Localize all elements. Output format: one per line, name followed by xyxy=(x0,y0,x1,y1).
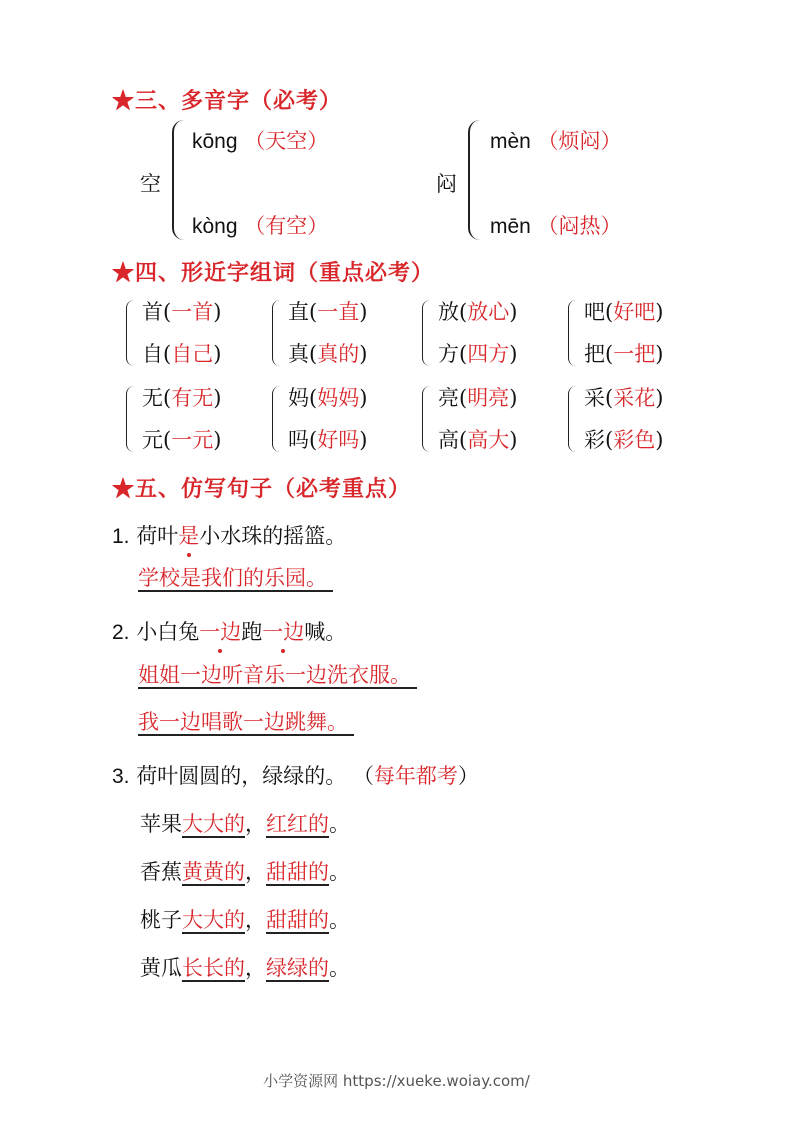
word: 一首 xyxy=(171,300,214,324)
punct: ， xyxy=(245,908,266,932)
answer-text: 大大的 xyxy=(182,812,245,838)
answer-text: 绿绿的 xyxy=(266,956,329,982)
example-word: （天空） xyxy=(244,129,329,153)
brace-icon xyxy=(172,120,188,240)
pinyin: mèn xyxy=(490,130,531,153)
sentence-part: 小白兔 xyxy=(136,620,200,644)
question-2 xyxy=(112,616,346,646)
word: 好吗 xyxy=(317,428,360,452)
word: 一直 xyxy=(317,300,360,324)
punct: 。 xyxy=(329,956,350,980)
word: 一元 xyxy=(171,428,214,452)
sentence-part: 小水珠的摇篮。 xyxy=(199,524,347,548)
paren: （ xyxy=(352,764,374,788)
brace-icon xyxy=(422,386,431,452)
reading-row xyxy=(490,210,622,240)
answer-line xyxy=(140,808,350,838)
char: 元 xyxy=(142,428,163,452)
reading-row xyxy=(490,125,622,155)
char: 采 xyxy=(584,386,605,410)
example-word: （有空） xyxy=(244,214,329,238)
emphasized-word: 是 xyxy=(178,520,199,550)
char: 放 xyxy=(438,300,459,324)
brace-icon xyxy=(126,386,135,452)
footer-watermark: 小学资源网 https://xueke.woiay.com/ xyxy=(263,1072,530,1090)
answer-text: 长长的 xyxy=(182,956,245,982)
brace-icon xyxy=(126,300,135,366)
char: 吧 xyxy=(584,300,605,324)
brace-icon xyxy=(468,120,484,240)
char: 方 xyxy=(438,342,459,366)
example-word: （闷热） xyxy=(537,214,622,238)
brace-icon xyxy=(422,300,431,366)
char: 真 xyxy=(288,342,309,366)
char: 把 xyxy=(584,342,605,366)
punct: ， xyxy=(245,956,266,980)
word: 放心 xyxy=(467,300,510,324)
char: 彩 xyxy=(584,428,605,452)
pinyin: kòng xyxy=(192,215,238,238)
char: 亮 xyxy=(438,386,459,410)
sentence-part: 喊。 xyxy=(304,620,347,644)
punct: 。 xyxy=(329,908,350,932)
answer-text: 甜甜的 xyxy=(266,908,329,934)
word: 采花 xyxy=(613,386,656,410)
reading-row xyxy=(192,210,328,240)
punct: 。 xyxy=(329,812,350,836)
answer-line xyxy=(138,566,333,592)
char: 妈 xyxy=(288,386,309,410)
word: 妈妈 xyxy=(317,386,360,410)
question-number: 1. xyxy=(112,525,130,548)
polyphone-char: 闷 xyxy=(436,172,457,196)
emphasized-word: 一边 xyxy=(262,616,304,646)
word: 有无 xyxy=(171,386,214,410)
subject: 桃子 xyxy=(140,908,182,932)
section-3-heading: ★三、多音字（必考） xyxy=(112,88,343,114)
section-4-heading: ★四、形近字组词（重点必考） xyxy=(112,260,435,286)
reading-row xyxy=(192,125,328,155)
brace-icon xyxy=(568,300,577,366)
answer-line xyxy=(138,710,354,736)
char: 直 xyxy=(288,300,309,324)
pinyin: mēn xyxy=(490,215,531,238)
answer-line xyxy=(140,856,350,886)
char: 自 xyxy=(142,342,163,366)
char: 吗 xyxy=(288,428,309,452)
answer-line xyxy=(138,663,417,689)
brace-icon xyxy=(568,386,577,452)
word: 高大 xyxy=(467,428,510,452)
question-number: 2. xyxy=(112,621,130,644)
answer-text: 我一边唱歌一边跳舞。 xyxy=(138,710,354,736)
answer-line xyxy=(140,952,350,982)
subject: 黄瓜 xyxy=(140,956,182,980)
brace-icon xyxy=(272,300,281,366)
answer-text: 甜甜的 xyxy=(266,860,329,886)
example-word: （烦闷） xyxy=(537,129,622,153)
char: 首 xyxy=(142,300,163,324)
punct: ， xyxy=(245,812,266,836)
punct: 。 xyxy=(329,860,350,884)
emphasized-word: 一边 xyxy=(199,616,241,646)
subject: 苹果 xyxy=(140,812,182,836)
answer-text: 红红的 xyxy=(266,812,329,838)
sentence-part: 荷叶 xyxy=(136,524,179,548)
answer-line xyxy=(140,904,350,934)
sentence-part: 荷叶圆圆的，绿绿的。 xyxy=(136,764,347,788)
word: 自己 xyxy=(171,342,214,366)
question-number: 3. xyxy=(112,765,130,788)
word: 四方 xyxy=(467,342,510,366)
char: 无 xyxy=(142,386,163,410)
polyphone-char: 空 xyxy=(140,172,161,196)
word: 真的 xyxy=(317,342,360,366)
answer-text: 黄黄的 xyxy=(182,860,245,886)
exam-note: 每年都考 xyxy=(373,764,458,788)
answer-text: 大大的 xyxy=(182,908,245,934)
sentence-part: 跑 xyxy=(241,620,263,644)
punct: ， xyxy=(245,860,266,884)
char: 高 xyxy=(438,428,459,452)
subject: 香蕉 xyxy=(140,860,182,884)
question-3 xyxy=(112,760,479,790)
paren: ） xyxy=(457,764,479,788)
question-1 xyxy=(112,520,346,550)
answer-text: 姐姐一边听音乐一边洗衣服。 xyxy=(138,663,417,689)
word: 明亮 xyxy=(467,386,510,410)
answer-text: 学校是我们的乐园。 xyxy=(138,566,333,592)
section-5-heading: ★五、仿写句子（必考重点） xyxy=(112,476,412,502)
brace-icon xyxy=(272,386,281,452)
word: 好吧 xyxy=(613,300,656,324)
word: 彩色 xyxy=(613,428,656,452)
pinyin: kōng xyxy=(192,130,238,153)
word: 一把 xyxy=(613,342,656,366)
